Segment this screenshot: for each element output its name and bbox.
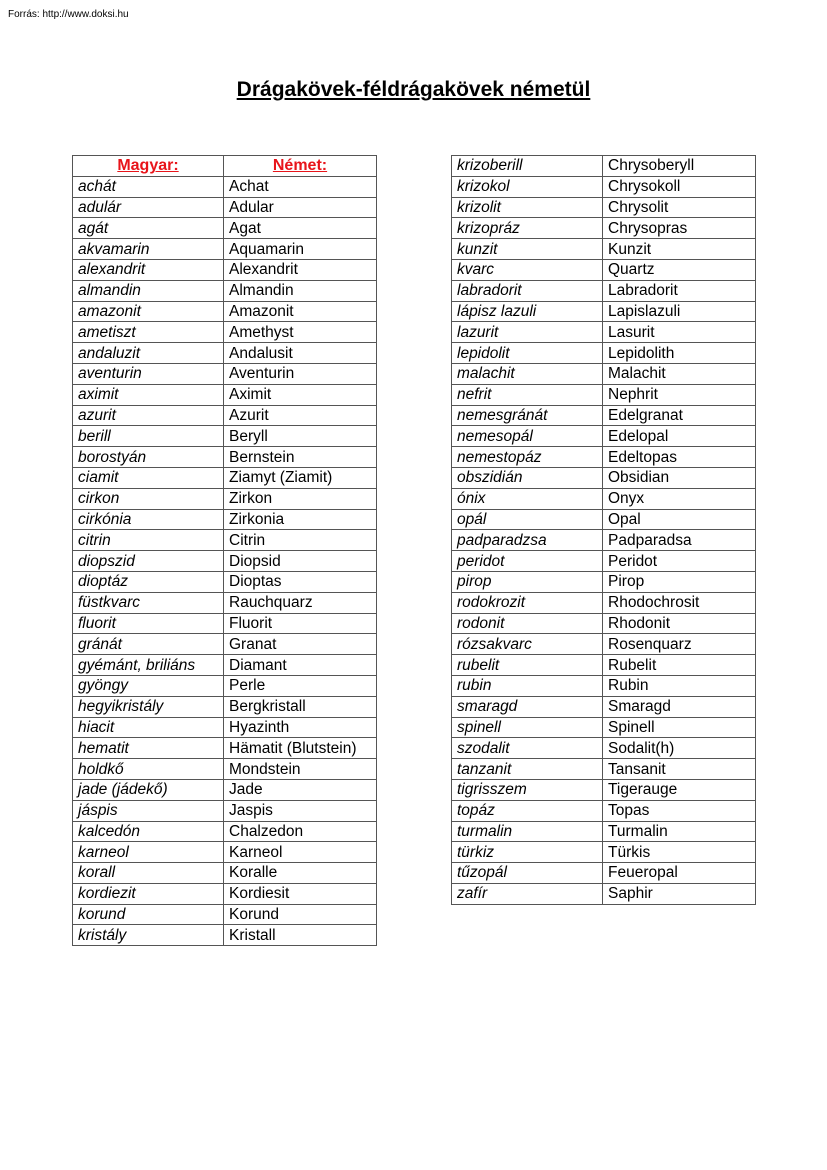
table-row: [452, 322, 756, 343]
german-term: Quartz: [603, 259, 756, 280]
hungarian-term: rubin: [452, 675, 603, 696]
table-row: [452, 530, 756, 551]
hungarian-term: opál: [452, 509, 603, 530]
hungarian-term: kvarc: [452, 259, 603, 280]
table-row: [73, 239, 377, 260]
german-term: Kunzit: [603, 239, 756, 260]
source-note: Forrás: http://www.doksi.hu: [8, 9, 129, 20]
german-term: Agat: [224, 218, 377, 239]
table-row: [452, 488, 756, 509]
hungarian-term: lazurit: [452, 322, 603, 343]
german-term: Nephrit: [603, 384, 756, 405]
hungarian-term: gyémánt, briliáns: [73, 655, 224, 676]
table-row: [452, 655, 756, 676]
table-row: [452, 343, 756, 364]
hungarian-term: karneol: [73, 842, 224, 863]
hungarian-term: krizopráz: [452, 218, 603, 239]
german-term: Rosenquarz: [603, 634, 756, 655]
hungarian-term: gyöngy: [73, 675, 224, 696]
hungarian-term: hematit: [73, 738, 224, 759]
german-term: Rhodochrosit: [603, 592, 756, 613]
table-row: [452, 779, 756, 800]
table-row: [73, 301, 377, 322]
table-header-row: [73, 156, 377, 177]
table-row: [73, 488, 377, 509]
table-row: [452, 883, 756, 904]
table-row: [73, 509, 377, 530]
hungarian-term: kristály: [73, 925, 224, 946]
hungarian-term: citrin: [73, 530, 224, 551]
german-term: Citrin: [224, 530, 377, 551]
table-row: [452, 592, 756, 613]
german-term: Andalusit: [224, 343, 377, 364]
table-row: [452, 613, 756, 634]
german-term: Beryll: [224, 426, 377, 447]
german-term: Edelgranat: [603, 405, 756, 426]
german-term: Aventurin: [224, 363, 377, 384]
table-row: [452, 551, 756, 572]
vocabulary-table-right: [451, 155, 756, 905]
hungarian-term: cirkon: [73, 488, 224, 509]
german-term: Dioptas: [224, 571, 377, 592]
hungarian-term: krizolit: [452, 197, 603, 218]
table-row: [452, 197, 756, 218]
table-row: [73, 218, 377, 239]
german-term: Peridot: [603, 551, 756, 572]
table-row: [73, 592, 377, 613]
hungarian-term: korall: [73, 863, 224, 884]
german-term: Diopsid: [224, 551, 377, 572]
german-term: Mondstein: [224, 759, 377, 780]
german-term: Pirop: [603, 571, 756, 592]
hungarian-term: obszidián: [452, 467, 603, 488]
table-row: [452, 759, 756, 780]
german-term: Rubin: [603, 675, 756, 696]
table-row: [73, 197, 377, 218]
hungarian-term: adulár: [73, 197, 224, 218]
hungarian-term: kalcedón: [73, 821, 224, 842]
german-term: Edeltopas: [603, 447, 756, 468]
hungarian-term: fluorit: [73, 613, 224, 634]
table-row: [73, 426, 377, 447]
hungarian-term: füstkvarc: [73, 592, 224, 613]
german-term: Turmalin: [603, 821, 756, 842]
german-term: Edelopal: [603, 426, 756, 447]
table-row: [452, 363, 756, 384]
german-term: Smaragd: [603, 696, 756, 717]
german-term: Granat: [224, 634, 377, 655]
hungarian-term: szodalit: [452, 738, 603, 759]
table-row: [452, 467, 756, 488]
table-row: [73, 883, 377, 904]
table-row: [73, 717, 377, 738]
german-term: Rauchquarz: [224, 592, 377, 613]
german-term: Kordiesit: [224, 883, 377, 904]
hungarian-term: rózsakvarc: [452, 634, 603, 655]
german-term: Fluorit: [224, 613, 377, 634]
table-row: [73, 384, 377, 405]
german-term: Amazonit: [224, 301, 377, 322]
german-term: Tigerauge: [603, 779, 756, 800]
german-term: Opal: [603, 509, 756, 530]
hungarian-term: nemesopál: [452, 426, 603, 447]
hungarian-term: aximit: [73, 384, 224, 405]
german-term: Rubelit: [603, 655, 756, 676]
table-row: [452, 239, 756, 260]
document-title: Drágakövek-féldrágakövek németül: [236, 78, 591, 101]
german-term: Lasurit: [603, 322, 756, 343]
german-term: Aquamarin: [224, 239, 377, 260]
hungarian-term: gránát: [73, 634, 224, 655]
german-term: Bergkristall: [224, 696, 377, 717]
german-term: Hyazinth: [224, 717, 377, 738]
hungarian-term: hiacit: [73, 717, 224, 738]
table-row: [73, 551, 377, 572]
german-term: Obsidian: [603, 467, 756, 488]
table-row: [452, 218, 756, 239]
german-term: Tansanit: [603, 759, 756, 780]
left-table-body: [73, 176, 377, 945]
german-term: Lapislazuli: [603, 301, 756, 322]
hungarian-term: labradorit: [452, 280, 603, 301]
german-term: Aximit: [224, 384, 377, 405]
hungarian-term: holdkő: [73, 759, 224, 780]
german-term: Sodalit(h): [603, 738, 756, 759]
german-term: Lepidolith: [603, 343, 756, 364]
table-row: [73, 821, 377, 842]
hungarian-term: azurit: [73, 405, 224, 426]
hungarian-term: korund: [73, 904, 224, 925]
hungarian-term: spinell: [452, 717, 603, 738]
table-row: [452, 280, 756, 301]
hungarian-term: tigrisszem: [452, 779, 603, 800]
table-row: [73, 405, 377, 426]
table-row: [73, 738, 377, 759]
hungarian-term: agát: [73, 218, 224, 239]
german-term: Saphir: [603, 883, 756, 904]
german-term: Perle: [224, 675, 377, 696]
table-row: [452, 842, 756, 863]
table-row: [452, 863, 756, 884]
hungarian-term: ametiszt: [73, 322, 224, 343]
german-term: Chrysopras: [603, 218, 756, 239]
german-term: Karneol: [224, 842, 377, 863]
hungarian-term: padparadzsa: [452, 530, 603, 551]
hungarian-term: ónix: [452, 488, 603, 509]
hungarian-term: berill: [73, 426, 224, 447]
hungarian-term: topáz: [452, 800, 603, 821]
table-row: [73, 176, 377, 197]
right-table-body: [452, 156, 756, 905]
german-term: Chrysoberyll: [603, 156, 756, 177]
hungarian-term: rubelit: [452, 655, 603, 676]
table-row: [73, 322, 377, 343]
table-row: [452, 405, 756, 426]
german-term: Labradorit: [603, 280, 756, 301]
vocabulary-table-left: [72, 155, 377, 946]
table-row: [73, 571, 377, 592]
table-row: [73, 280, 377, 301]
table-row: [452, 800, 756, 821]
table-row: [452, 176, 756, 197]
german-term: Rhodonit: [603, 613, 756, 634]
hungarian-term: cirkónia: [73, 509, 224, 530]
table-row: [452, 738, 756, 759]
german-term: Chalzedon: [224, 821, 377, 842]
hungarian-term: jáspis: [73, 800, 224, 821]
table-row: [452, 675, 756, 696]
table-row: [73, 655, 377, 676]
german-term: Topas: [603, 800, 756, 821]
table-row: [73, 363, 377, 384]
german-term: Jade: [224, 779, 377, 800]
table-row: [452, 426, 756, 447]
hungarian-term: ciamit: [73, 467, 224, 488]
table-row: [452, 571, 756, 592]
hungarian-term: zafír: [452, 883, 603, 904]
header-hungarian: Magyar:: [73, 156, 224, 177]
table-row: [73, 343, 377, 364]
german-term: Achat: [224, 176, 377, 197]
hungarian-term: turmalin: [452, 821, 603, 842]
hungarian-term: pirop: [452, 571, 603, 592]
german-term: Feueropal: [603, 863, 756, 884]
german-term: Bernstein: [224, 447, 377, 468]
table-row: [452, 509, 756, 530]
hungarian-term: krizokol: [452, 176, 603, 197]
table-row: [73, 675, 377, 696]
table-row: [452, 156, 756, 177]
german-term: Azurit: [224, 405, 377, 426]
table-row: [73, 613, 377, 634]
german-term: Türkis: [603, 842, 756, 863]
german-term: Spinell: [603, 717, 756, 738]
german-term: Korund: [224, 904, 377, 925]
hungarian-term: peridot: [452, 551, 603, 572]
german-term: Almandin: [224, 280, 377, 301]
hungarian-term: malachit: [452, 363, 603, 384]
german-term: Diamant: [224, 655, 377, 676]
hungarian-term: tanzanit: [452, 759, 603, 780]
table-row: [452, 447, 756, 468]
hungarian-term: dioptáz: [73, 571, 224, 592]
table-row: [73, 696, 377, 717]
table-row: [73, 759, 377, 780]
table-row: [452, 384, 756, 405]
table-row: [73, 800, 377, 821]
hungarian-term: rodonit: [452, 613, 603, 634]
hungarian-term: lápisz lazuli: [452, 301, 603, 322]
table-row: [73, 925, 377, 946]
table-row: [452, 301, 756, 322]
table-row: [73, 779, 377, 800]
hungarian-term: diopszid: [73, 551, 224, 572]
hungarian-term: rodokrozit: [452, 592, 603, 613]
german-term: Kristall: [224, 925, 377, 946]
german-term: Onyx: [603, 488, 756, 509]
german-term: Hämatit (Blutstein): [224, 738, 377, 759]
hungarian-term: nefrit: [452, 384, 603, 405]
hungarian-term: kordiezit: [73, 883, 224, 904]
german-term: Adular: [224, 197, 377, 218]
hungarian-term: andaluzit: [73, 343, 224, 364]
hungarian-term: akvamarin: [73, 239, 224, 260]
hungarian-term: almandin: [73, 280, 224, 301]
hungarian-term: krizoberill: [452, 156, 603, 177]
table-row: [452, 634, 756, 655]
table-row: [452, 717, 756, 738]
table-row: [73, 634, 377, 655]
table-row: [73, 904, 377, 925]
hungarian-term: tűzopál: [452, 863, 603, 884]
hungarian-term: alexandrit: [73, 259, 224, 280]
hungarian-term: lepidolit: [452, 343, 603, 364]
german-term: Chrysolit: [603, 197, 756, 218]
german-term: Zirkon: [224, 488, 377, 509]
hungarian-term: achát: [73, 176, 224, 197]
hungarian-term: nemestopáz: [452, 447, 603, 468]
german-term: Malachit: [603, 363, 756, 384]
table-row: [73, 863, 377, 884]
table-row: [452, 696, 756, 717]
table-row: [73, 467, 377, 488]
table-row: [73, 842, 377, 863]
hungarian-term: hegyikristály: [73, 696, 224, 717]
table-row: [452, 259, 756, 280]
german-term: Zirkonia: [224, 509, 377, 530]
german-term: Ziamyt (Ziamit): [224, 467, 377, 488]
hungarian-term: jade (jádekő): [73, 779, 224, 800]
table-row: [73, 259, 377, 280]
hungarian-term: aventurin: [73, 363, 224, 384]
hungarian-term: borostyán: [73, 447, 224, 468]
hungarian-term: amazonit: [73, 301, 224, 322]
header-german: Német:: [224, 156, 377, 177]
german-term: Jaspis: [224, 800, 377, 821]
table-row: [452, 821, 756, 842]
hungarian-term: nemesgránát: [452, 405, 603, 426]
german-term: Alexandrit: [224, 259, 377, 280]
hungarian-term: kunzit: [452, 239, 603, 260]
german-term: Koralle: [224, 863, 377, 884]
hungarian-term: smaragd: [452, 696, 603, 717]
table-row: [73, 447, 377, 468]
table-row: [73, 530, 377, 551]
hungarian-term: türkiz: [452, 842, 603, 863]
german-term: Amethyst: [224, 322, 377, 343]
german-term: Padparadsa: [603, 530, 756, 551]
german-term: Chrysokoll: [603, 176, 756, 197]
